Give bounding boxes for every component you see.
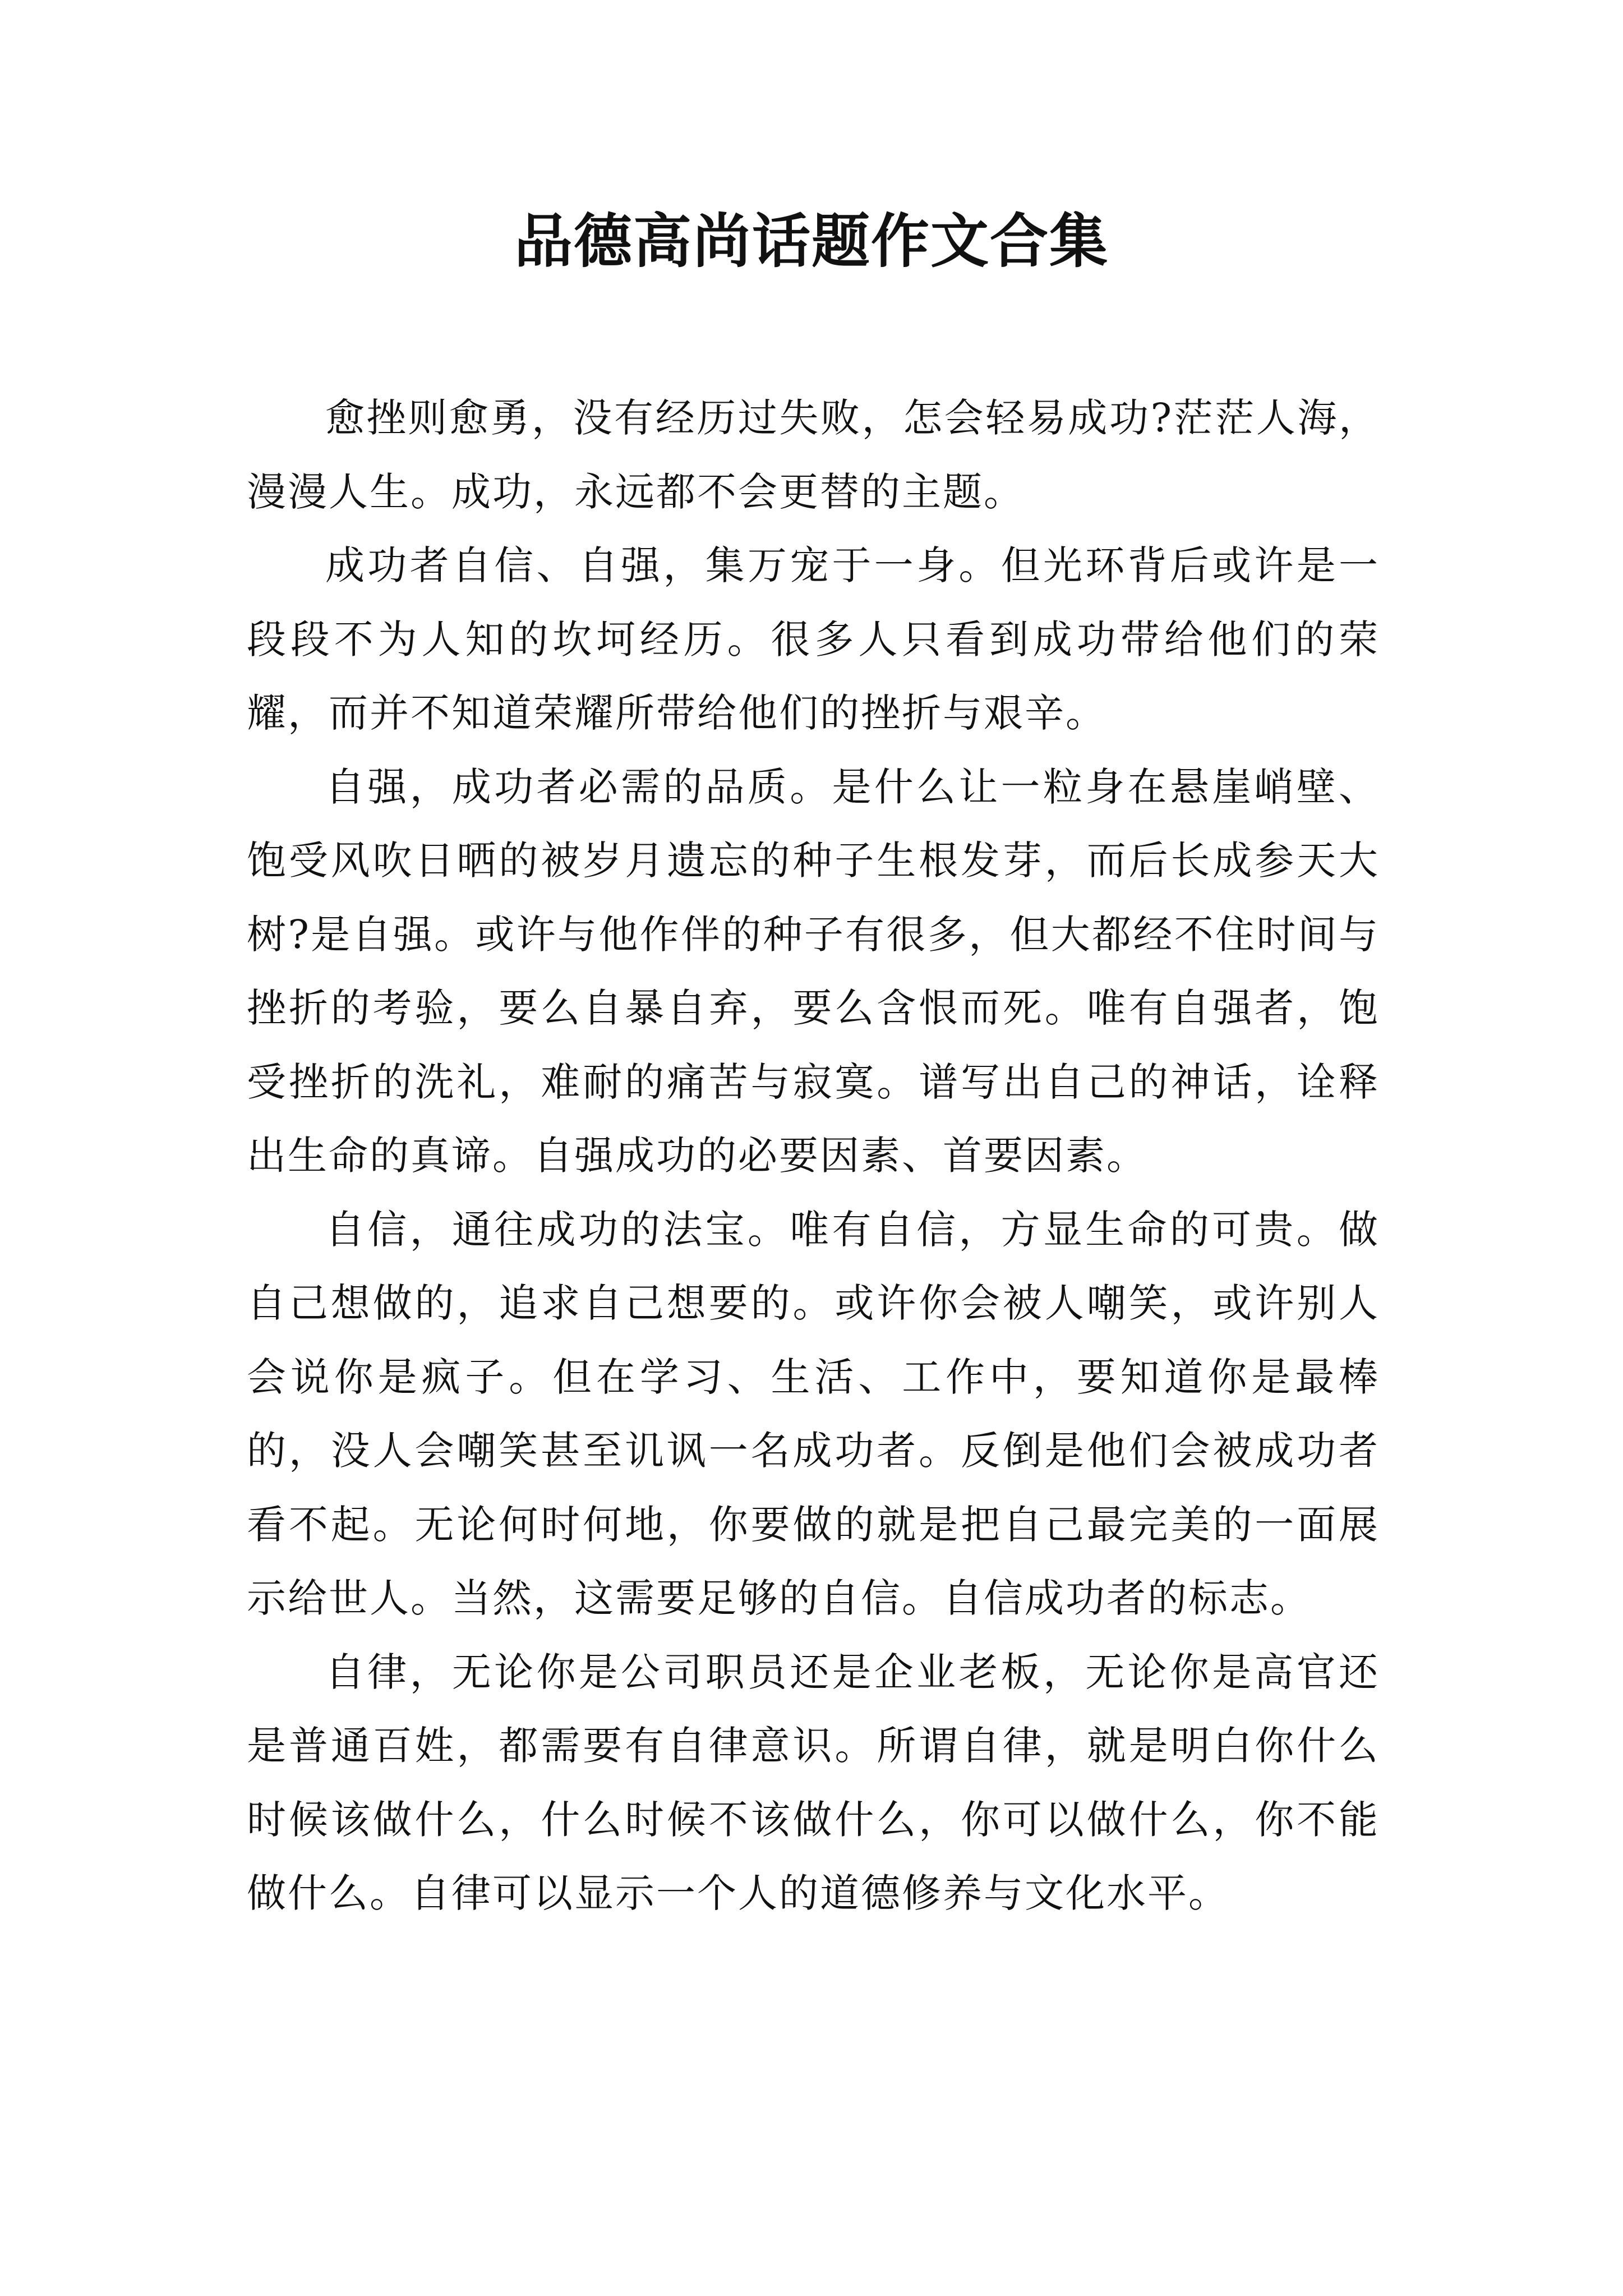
paragraph: 成功者自信、自强，集万宠于一身。但光环背后或许是一段段不为人知的坎坷经历。很多人只看到成功带给他们的荣耀，而并不知道荣耀所带给他们的挫折与艰辛。 (247, 542, 1380, 736)
paragraph: 自律，无论你是公司职员还是企业老板，无论你是高官还是普通百姓，都需要有自律意识。所谓自律，就是明白你什么时候该做什么，什么时候不该做什么，你可以做什么，你不能做什么。自律可以显示一个人的道德修养与文化水平。 (247, 1649, 1380, 1916)
paragraph: 自强，成功者必需的品质。是什么让一粒身在悬崖峭壁、饱受风吹日晒的被岁月遗忘的种子生根发芽，而后长成参天大树?是自强。或许与他作伴的种子有很多，但大都经不住时间与挫折的考验，要么自暴自弃，要么含恨而死。唯有自强者，饱受挫折的洗礼，难耐的痛苦与寂寞。谱写出自己的神话，诠释出生命的真谛。自强成功的必要因素、首要因素。 (247, 763, 1380, 1179)
paragraph: 愈挫则愈勇，没有经历过失败，怎会轻易成功?茫茫人海，漫漫人生。成功，永远都不会更替的主题。 (247, 395, 1380, 515)
paragraph: 自信，通往成功的法宝。唯有自信，方显生命的可贵。做自己想做的，追求自己想要的。或许你会被人嘲笑，或许别人会说你是疯子。但在学习、生活、工作中，要知道你是最棒的，没人会嘲笑甚至讥讽一名成功者。反倒是他们会被成功者看不起。无论何时何地，你要做的就是把自己最完美的一面展示给世人。当然，这需要足够的自信。自信成功者的标志。 (247, 1206, 1380, 1621)
document-body (247, 381, 1380, 1931)
document-title: 品德高尚话题作文合集 (514, 206, 1109, 275)
